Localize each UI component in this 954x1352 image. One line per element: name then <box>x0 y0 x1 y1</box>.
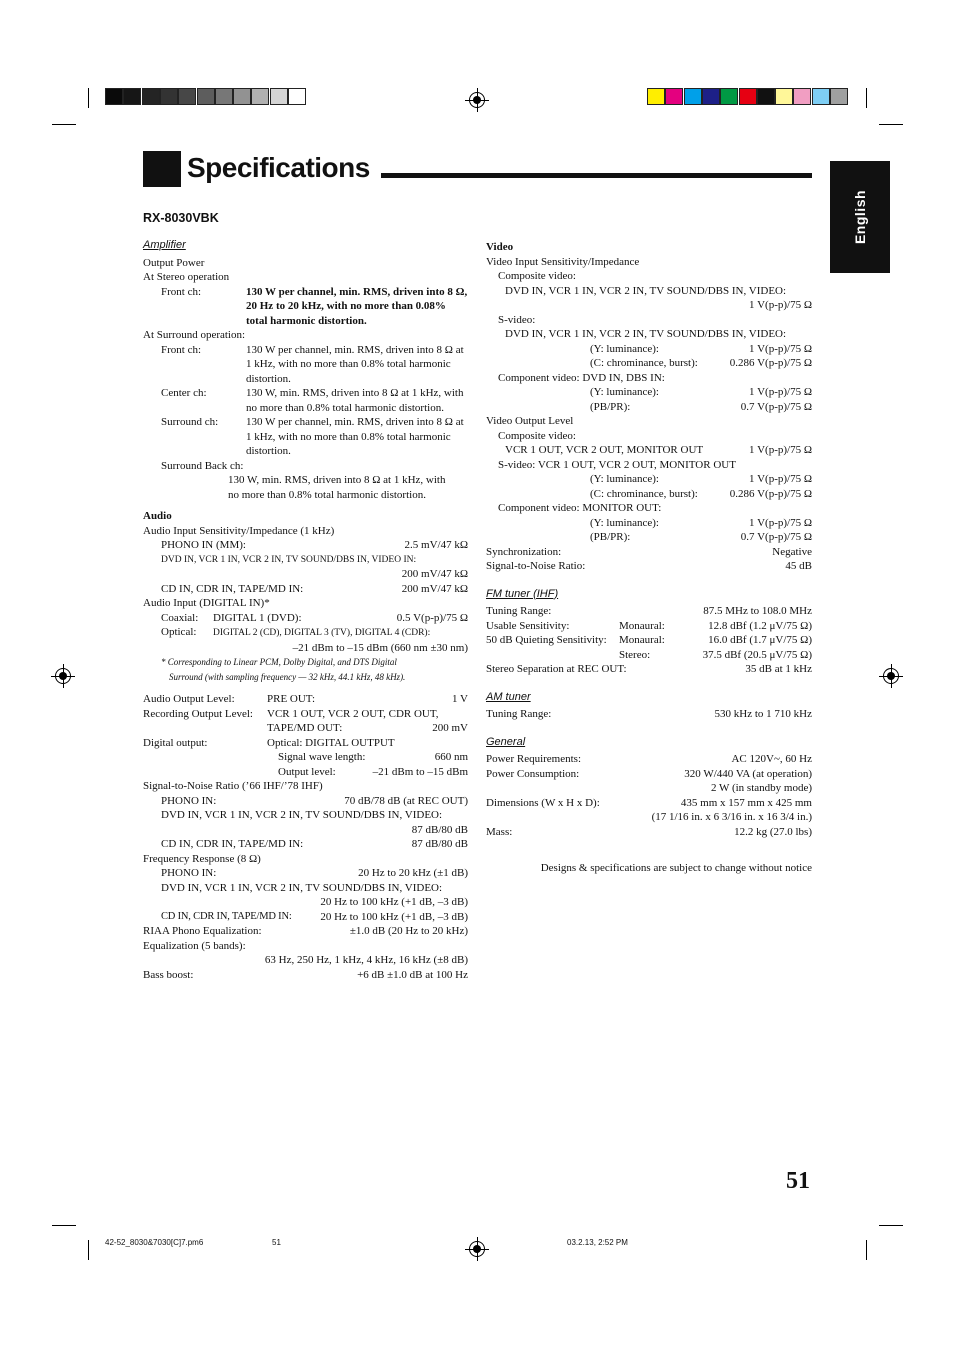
spec-row <box>143 582 468 597</box>
section-heading-am-tuner: AM tuner <box>486 690 531 703</box>
spec-label: Composite video: <box>498 429 576 442</box>
spec-value <box>246 343 468 387</box>
spec-value: 0.5 V(p-p)/75 Ω <box>396 611 468 624</box>
section-heading-video: Video <box>486 241 514 253</box>
color-swatch <box>812 88 830 105</box>
spec-value-line: 20 Hz to 20 kHz, with no more than 0.08% <box>246 300 446 312</box>
color-swatch <box>684 88 702 105</box>
spec-line: Audio Input (DIGITAL IN)* <box>143 597 270 609</box>
spec-label: Tuning Range: <box>486 708 552 720</box>
spec-value: 12.2 kg (27.0 lbs) <box>734 825 812 838</box>
spec-row <box>486 545 812 560</box>
spec-value-line: 130 W per channel, min. RMS, driven into 8 Ω at <box>246 416 464 428</box>
spec-label: S-video: VCR 1 OUT, VCR 2 OUT, MONITOR OUT <box>498 458 736 471</box>
spec-row <box>143 837 468 852</box>
spec-value: +6 dB ±1.0 dB at 100 Hz <box>357 968 468 981</box>
spec-value-line: total harmonic distortion. <box>246 314 367 327</box>
spec-value: 0.286 V(p-p)/75 Ω <box>729 357 812 369</box>
spec-value: 200 mV/47 kΩ <box>401 568 468 580</box>
footnote-line: Surround (with sampling frequency — 32 kHz, 44.1 kHz, 48 kHz). <box>169 672 406 682</box>
color-swatch <box>215 88 233 105</box>
spec-label: PHONO IN: <box>161 867 217 879</box>
spec-row <box>486 825 812 840</box>
spec-desc: PRE OUT: <box>267 693 316 705</box>
spec-label: Front ch: <box>161 343 202 356</box>
spec-row <box>486 472 812 487</box>
spec-value: 320 W/440 VA (at operation) <box>684 767 812 780</box>
color-swatch <box>830 88 848 105</box>
spec-value: 1 V(p-p)/75 Ω <box>749 444 812 456</box>
spec-value: (17 1/16 in. x 6 3/16 in. x 16 3/4 in.) <box>651 811 812 823</box>
spec-value <box>246 415 468 459</box>
spec-label: Output level: <box>278 765 336 778</box>
spec-output-level <box>143 692 468 707</box>
spec-value-line: distortion. <box>246 445 291 457</box>
spec-value: 200 mV/47 kΩ <box>401 582 468 595</box>
spec-label: Signal-to-Noise Ratio: <box>486 560 586 572</box>
spec-label: S-video: <box>498 313 536 326</box>
color-swatch <box>123 88 141 105</box>
spec-value: Negative <box>772 545 812 558</box>
color-swatch <box>105 88 123 105</box>
spec-label: CD IN, CDR IN, TAPE/MD IN: <box>161 838 304 850</box>
color-swatch <box>288 88 306 105</box>
spec-label: Equalization (5 bands): <box>143 939 246 952</box>
spec-value: 20 Hz to 100 kHz (+1 dB, –3 dB) <box>320 896 468 908</box>
spec-line: At Stereo operation <box>143 271 230 283</box>
spec-desc: DIGITAL 1 (DVD): <box>213 611 302 624</box>
spec-label: Dimensions (W x H x D): <box>486 796 600 809</box>
spec-value: 70 dB/78 dB (at REC OUT) <box>344 794 468 807</box>
spec-row <box>486 604 812 619</box>
spec-label: Power Consumption: <box>486 767 580 780</box>
spec-value: 1 V(p-p)/75 Ω <box>749 386 812 398</box>
spec-surround <box>143 415 468 459</box>
spec-value: 63 Hz, 250 Hz, 1 kHz, 4 kHz, 16 kHz (±8 dB) <box>264 954 468 966</box>
spec-value-line: 130 W per channel, min. RMS, driven into 8 Ω at <box>246 343 464 356</box>
spec-label: DVD IN, VCR 1 IN, VCR 2 IN, TV SOUND/DBS IN, VIDEO IN: <box>161 554 417 565</box>
registration-mark-left <box>55 668 71 684</box>
page-title: Specifications <box>187 152 370 183</box>
spec-value: 87 dB/80 dB <box>411 823 468 836</box>
spec-value: 1 V(p-p)/75 Ω <box>749 299 812 311</box>
color-swatch <box>647 88 665 105</box>
title-rule <box>381 173 812 178</box>
spec-value: 435 mm x 157 mm x 425 mm <box>680 796 812 809</box>
spec-label: Optical: <box>161 626 197 638</box>
footnote <box>143 655 468 685</box>
spec-label: (Y: luminance): <box>590 386 659 398</box>
spec-row <box>486 648 812 663</box>
spec-desc: Optical: DIGITAL OUTPUT <box>267 736 395 749</box>
spec-value: –21 dBm to –15 dBm <box>372 765 468 778</box>
spec-label: VCR 1 OUT, VCR 2 OUT, MONITOR OUT <box>505 444 704 456</box>
spec-line: At Surround operation: <box>143 329 246 341</box>
spec-row <box>486 559 812 574</box>
footnote-line: * Corresponding to Linear PCM, Dolby Digital, and DTS Digital <box>161 657 397 667</box>
spec-label: Front ch: <box>161 285 202 298</box>
spec-value: 12.8 dBf (1.2 μV/75 Ω) <box>708 619 812 632</box>
spec-value: 16.0 dBf (1.7 μV/75 Ω) <box>708 634 812 646</box>
spec-front-surround <box>143 343 468 387</box>
color-swatch <box>251 88 269 105</box>
left-column <box>143 238 468 982</box>
spec-value: 2 W (in standby mode) <box>710 782 812 794</box>
spec-value-line: distortion. <box>246 372 291 385</box>
spec-line: Output Power <box>143 256 205 269</box>
spec-row <box>143 538 468 553</box>
spec-value: 20 Hz to 20 kHz (±1 dB) <box>358 867 468 879</box>
spec-label: (C: chrominance, burst): <box>590 487 698 500</box>
title-block-icon <box>143 151 181 187</box>
spec-value-line: 1 kHz, with no more than 0.8% total harmonic <box>246 358 451 370</box>
spec-row <box>143 765 468 780</box>
spec-label: PHONO IN: <box>161 794 217 807</box>
spec-label: DVD IN, VCR 1 IN, VCR 2 IN, TV SOUND/DBS IN, VIDEO: <box>505 284 787 297</box>
spec-row <box>143 750 468 765</box>
spec-label: Mass: <box>486 825 513 838</box>
spec-value: 45 dB <box>785 560 812 572</box>
spec-label: CD IN, CDR IN, TAPE/MD IN: <box>161 582 304 595</box>
spec-value: 530 kHz to 1 710 kHz <box>714 708 812 720</box>
color-swatch <box>775 88 793 105</box>
spec-row <box>486 342 812 357</box>
spec-value: 1 V(p-p)/75 Ω <box>749 342 812 355</box>
spec-value: 87.5 MHz to 108.0 MHz <box>703 605 812 617</box>
spec-desc: VCR 1 OUT, VCR 2 OUT, CDR OUT, <box>267 707 439 720</box>
spec-line: Signal-to-Noise Ratio (’66 IHF/’78 IHF) <box>143 780 323 792</box>
color-swatch <box>793 88 811 105</box>
spec-row <box>486 356 812 371</box>
spec-row <box>143 910 468 925</box>
spec-label: Surround Back ch: <box>161 459 244 472</box>
spec-row <box>486 400 812 415</box>
spec-row <box>143 924 468 939</box>
spec-row <box>486 767 812 782</box>
spec-front-stereo <box>143 285 468 329</box>
spec-desc: TAPE/MD OUT: <box>267 722 343 734</box>
page-number: 51 <box>786 1168 810 1194</box>
spec-label: Stereo Separation at REC OUT: <box>486 663 627 675</box>
spec-row <box>143 794 468 809</box>
spec-value: 87 dB/80 dB <box>411 838 468 850</box>
footer-filename: 42-52_8030&7030[C]7.pm6 <box>105 1238 204 1247</box>
spec-row <box>486 633 812 648</box>
spec-label: Bass boost: <box>143 968 194 981</box>
spec-label: RIAA Phono Equalization: <box>143 925 262 937</box>
spec-label: (C: chrominance, burst): <box>590 357 698 369</box>
spec-label: DVD IN, VCR 1 IN, VCR 2 IN, TV SOUND/DBS IN, VIDEO: <box>505 328 787 340</box>
spec-label: Usable Sensitivity: <box>486 619 570 632</box>
spec-label: PHONO IN (MM): <box>161 539 246 551</box>
spec-rec-level <box>143 707 468 736</box>
spec-label: Surround ch: <box>161 416 219 428</box>
color-swatch <box>197 88 215 105</box>
section-heading-general: General <box>486 735 526 748</box>
spec-digital-out <box>143 736 468 751</box>
registration-mark-bottom <box>469 1241 485 1257</box>
spec-value: 0.286 V(p-p)/75 Ω <box>729 487 812 500</box>
spec-line: Video Output Level <box>486 415 574 427</box>
footer-date: 03.2.13, 2:52 PM <box>567 1238 628 1247</box>
spec-value: –21 dBm to –15 dBm (660 nm ±30 nm) <box>292 641 468 654</box>
color-swatch <box>178 88 196 105</box>
spec-value: 20 Hz to 100 kHz (+1 dB, –3 dB) <box>320 910 468 923</box>
spec-label: Audio Output Level: <box>143 693 235 705</box>
spec-row <box>486 707 812 722</box>
spec-row <box>486 487 812 502</box>
spec-label: Center ch: <box>161 387 207 399</box>
spec-value: 2.5 mV/47 kΩ <box>404 539 468 551</box>
spec-value <box>246 285 468 329</box>
spec-value: 37.5 dBf (20.5 μV/75 Ω) <box>702 648 812 661</box>
spec-notice: Designs & specifications are subject to change without notice <box>540 862 812 874</box>
spec-value: 1 V(p-p)/75 Ω <box>749 516 812 529</box>
spec-value: AC 120V~, 60 Hz <box>731 753 812 765</box>
spec-label: Digital output: <box>143 736 208 749</box>
spec-value: 35 dB at 1 kHz <box>745 663 812 675</box>
language-tab-label: English <box>852 189 868 245</box>
spec-label: Composite video: <box>498 270 576 282</box>
spec-line: Audio Input Sensitivity/Impedance (1 kHz) <box>143 524 335 537</box>
section-heading-fm-tuner: FM tuner (IHF) <box>486 587 559 600</box>
color-swatch <box>702 88 720 105</box>
spec-value: 660 nm <box>434 751 468 763</box>
spec-label: CD IN, CDR IN, TAPE/MD IN: <box>161 910 292 922</box>
spec-label: Component video: DVD IN, DBS IN: <box>498 371 665 384</box>
color-swatch <box>757 88 775 105</box>
spec-row <box>143 625 468 641</box>
right-column <box>486 240 812 876</box>
color-swatch <box>160 88 178 105</box>
spec-value-line: 1 kHz, with no more than 0.8% total harmonic <box>246 430 451 443</box>
spec-row <box>486 530 812 545</box>
spec-mode: Monaural: <box>619 619 665 632</box>
spec-value: 0.7 V(p-p)/75 Ω <box>740 400 812 413</box>
spec-row <box>143 968 468 983</box>
spec-row <box>486 619 812 634</box>
spec-line: Video Input Sensitivity/Impedance <box>486 255 640 268</box>
spec-label: Synchronization: <box>486 545 562 558</box>
spec-row <box>486 443 812 458</box>
spec-value-line: no more than 0.8% total harmonic distortion. <box>246 401 444 414</box>
spec-label: Coaxial: <box>161 611 199 624</box>
spec-value-line: 130 W, min. RMS, driven into 8 Ω at 1 kHz, with <box>228 474 446 486</box>
spec-value-line: 130 W per channel, min. RMS, driven into 8 Ω, <box>246 285 468 298</box>
spec-label: (Y: luminance): <box>590 516 659 529</box>
spec-value: 200 mV <box>432 722 468 734</box>
color-swatch <box>739 88 757 105</box>
spec-row <box>143 866 468 881</box>
spec-label: Component video: MONITOR OUT: <box>498 502 662 514</box>
language-tab <box>830 161 890 273</box>
spec-row <box>143 611 468 626</box>
spec-label: (PB/PR): <box>590 400 631 413</box>
spec-mode: Stereo: <box>619 648 651 661</box>
spec-desc: DIGITAL 2 (CD), DIGITAL 3 (TV), DIGITAL 4 (CDR): <box>213 628 431 638</box>
spec-mode: Monaural: <box>619 634 665 646</box>
spec-row <box>486 662 812 677</box>
spec-label: Power Requirements: <box>486 753 582 765</box>
spec-label: (PB/PR): <box>590 531 631 543</box>
color-swatch <box>142 88 160 105</box>
section-heading-audio: Audio <box>143 510 172 522</box>
footer-page: 51 <box>272 1238 281 1247</box>
color-swatch <box>720 88 738 105</box>
spec-row <box>486 796 812 811</box>
spec-row <box>486 516 812 531</box>
spec-label: Signal wave length: <box>278 751 366 763</box>
spec-label: Recording Output Level: <box>143 707 253 720</box>
spec-value <box>246 386 468 415</box>
spec-value: ±1.0 dB (20 Hz to 20 kHz) <box>349 925 468 937</box>
spec-label: 50 dB Quieting Sensitivity: <box>486 634 607 646</box>
spec-label: (Y: luminance): <box>590 473 659 485</box>
spec-value: 1 V <box>452 693 468 705</box>
spec-value: 0.7 V(p-p)/75 Ω <box>740 531 812 543</box>
spec-center <box>143 386 468 415</box>
spec-line: Frequency Response (8 Ω) <box>143 852 261 865</box>
spec-label: DVD IN, VCR 1 IN, VCR 2 IN, TV SOUND/DBS IN, VIDEO: <box>161 881 443 894</box>
spec-label: DVD IN, VCR 1 IN, VCR 2 IN, TV SOUND/DBS IN, VIDEO: <box>161 809 443 821</box>
model-name: RX-8030VBK <box>143 211 219 225</box>
registration-mark-top <box>469 92 485 108</box>
spec-value-line: 130 W, min. RMS, driven into 8 Ω at 1 kHz, with <box>246 387 464 399</box>
spec-row <box>486 752 812 767</box>
spec-row <box>486 385 812 400</box>
color-swatch <box>270 88 288 105</box>
spec-value-line: no more than 0.8% total harmonic distortion. <box>228 488 426 501</box>
color-swatch <box>665 88 683 105</box>
spec-label: (Y: luminance): <box>590 342 659 355</box>
spec-value: 1 V(p-p)/75 Ω <box>749 473 812 485</box>
spec-label: Tuning Range: <box>486 605 552 617</box>
color-swatch <box>233 88 251 105</box>
section-heading-amplifier: Amplifier <box>143 239 186 251</box>
spec-value <box>143 473 468 502</box>
registration-mark-right <box>883 668 899 684</box>
